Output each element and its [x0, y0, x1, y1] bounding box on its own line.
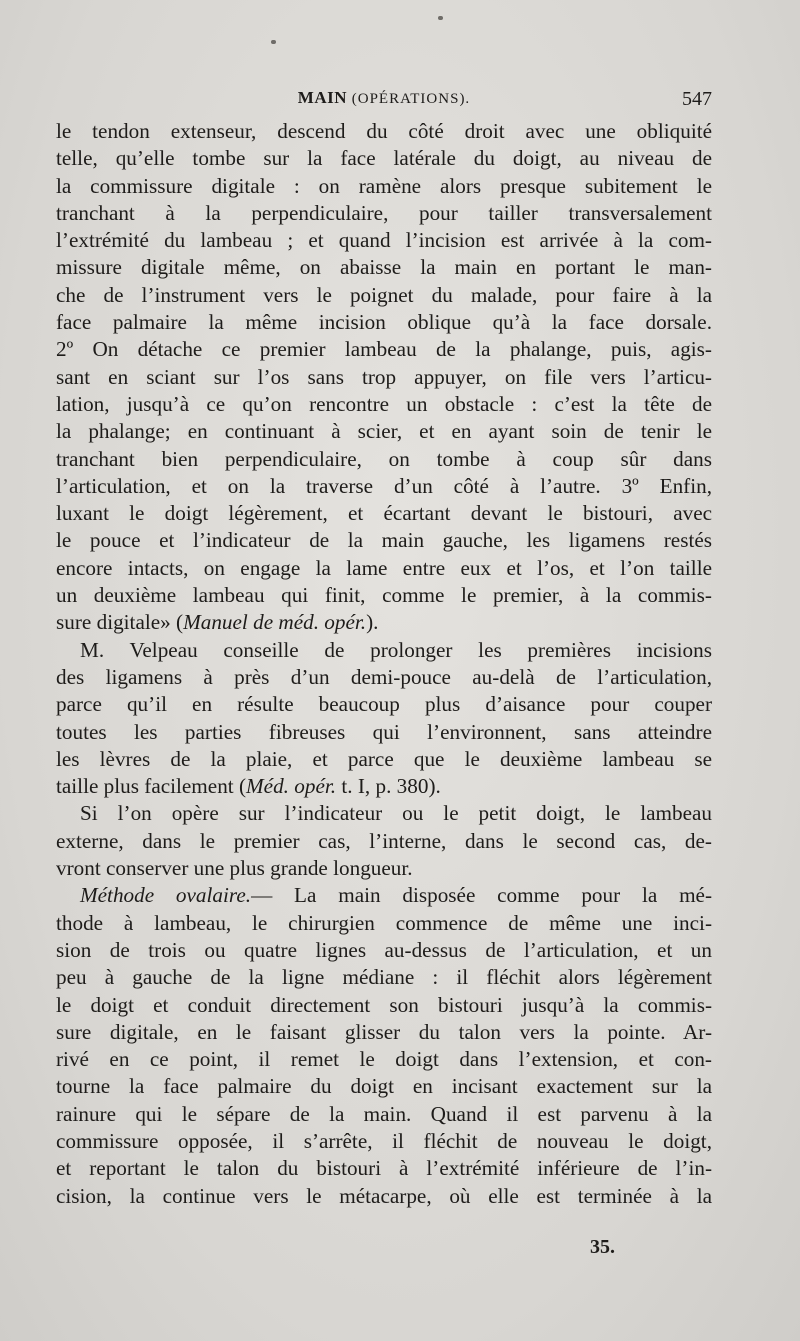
text-line: rainure qui le sépare de la main. Quand il est parvenu à la: [56, 1101, 712, 1126]
line-text-end: ).: [366, 610, 379, 635]
paragraph-2: [56, 637, 712, 801]
running-head: [56, 88, 712, 112]
text-line: face palmaire la même incision oblique qu’à la face dorsale.: [56, 310, 712, 335]
running-title: [56, 88, 712, 108]
paragraph-1: [56, 118, 712, 637]
text-line: le tendon extenseur, descend du côté droit avec une obliquité: [56, 119, 712, 143]
text-line: [56, 609, 712, 636]
text-line: le doigt et conduit directement son bistouri jusqu’à la commis-: [56, 992, 712, 1017]
paragraph-3: [56, 800, 712, 882]
text-line: missure digitale même, on abaisse la main en portant le man-: [56, 255, 712, 280]
text-line: l’articulation, et on la traverse d’un côté à l’autre. 3º Enfin,: [56, 473, 712, 498]
text-line: le pouce et l’indicateur de la main gauche, les ligamens restés: [56, 528, 712, 553]
text-line: sion de trois ou quatre lignes au-dessus de l’articulation, et un: [56, 937, 712, 962]
text-line: tourne la face palmaire du doigt en incisant exactement sur la: [56, 1074, 712, 1099]
text-line: cision, la continue vers le métacarpe, où elle est terminée à la: [56, 1183, 712, 1208]
line-text-end: t. I, p. 380).: [336, 774, 441, 799]
text-line: commissure opposée, il s’arrête, il fléchit de nouveau le doigt,: [56, 1128, 712, 1153]
text-line: encore intacts, on engage la lame entre eux et l’os, et l’on taille: [56, 555, 712, 580]
text-line: [56, 773, 712, 800]
text-line: telle, qu’elle tombe sur la face latérale du doigt, au niveau de: [56, 146, 712, 171]
section-heading-italic: Méthode ovalaire.: [80, 883, 252, 908]
text-line: sure digitale, en le faisant glisser du talon vers la pointe. Ar-: [56, 1019, 712, 1044]
running-title-sub: (OPÉRATIONS).: [351, 91, 471, 107]
text-line: 2º On détache ce premier lambeau de la phalange, puis, agis-: [56, 337, 712, 362]
text-line: les lèvres de la plaie, et parce que le deuxième lambeau se: [56, 746, 712, 771]
body-text: [56, 118, 712, 1210]
text-line: rivé en ce point, il remet le doigt dans l’extension, et con-: [56, 1047, 712, 1072]
text-line: vront conserver une plus grande longueur.: [56, 856, 413, 881]
text-line: la commissure digitale : on ramène alors presque subitement le: [56, 173, 712, 198]
text-line: sant en sciant sur l’os sans trop appuyer, on file vers l’articu-: [56, 364, 712, 389]
text-line: peu à gauche de la ligne médiane : il fléchit alors légèrement: [56, 965, 712, 990]
text-line: tranchant à la perpendiculaire, pour tailler transversalement: [56, 200, 712, 225]
text-line: lation, jusqu’à ce qu’on rencontre un obstacle : c’est la tête de: [56, 391, 712, 416]
text-line: et reportant le talon du bistouri à l’extrémité inférieure de l’in-: [56, 1156, 712, 1181]
text-line: Si l’on opère sur l’indicateur ou le petit doigt, le lambeau: [80, 801, 712, 826]
signature-mark: 35.: [590, 1236, 615, 1258]
text-line: che de l’instrument vers le poignet du malade, pour faire à la: [56, 282, 712, 307]
text-line: tranchant bien perpendiculaire, on tombe à coup sûr dans: [56, 446, 712, 471]
text-line: [56, 882, 712, 909]
line-text: sure digitale» (: [56, 610, 184, 635]
text-line: des ligamens à près d’un demi-pouce au-delà de l’articulation,: [56, 664, 712, 689]
citation-italic: Manuel de méd. opér.: [183, 610, 367, 635]
text-line: parce qu’il en résulte beaucoup plus d’aisance pour couper: [56, 692, 712, 717]
text-line: thode à lambeau, le chirurgien commence de même une inci-: [56, 910, 712, 935]
line-text: taille plus facilement (: [56, 774, 247, 799]
text-line: la phalange; en continuant à scier, et en ayant soin de tenir le: [56, 419, 712, 444]
text-line: luxant le doigt légèrement, et écartant devant le bistouri, avec: [56, 501, 712, 526]
citation-italic: Méd. opér.: [246, 774, 337, 799]
ink-speck: [438, 16, 443, 20]
text-line: toutes les parties fibreuses qui l’environnent, sans atteindre: [56, 719, 712, 744]
page-number: 547: [682, 88, 712, 110]
running-title-main: MAIN: [297, 88, 348, 107]
text-line: un deuxième lambeau qui finit, comme le premier, à la commis-: [56, 583, 712, 608]
text-line: M. Velpeau conseille de prolonger les premières incisions: [80, 637, 712, 662]
text-line: externe, dans le premier cas, l’interne, dans le second cas, de-: [56, 828, 712, 853]
line-text: — La main disposée comme pour la mé-: [251, 883, 713, 908]
text-line: l’extrémité du lambeau ; et quand l’incision est arrivée à la com-: [56, 228, 712, 253]
paragraph-4: [56, 882, 712, 1210]
ink-speck: [271, 40, 276, 44]
